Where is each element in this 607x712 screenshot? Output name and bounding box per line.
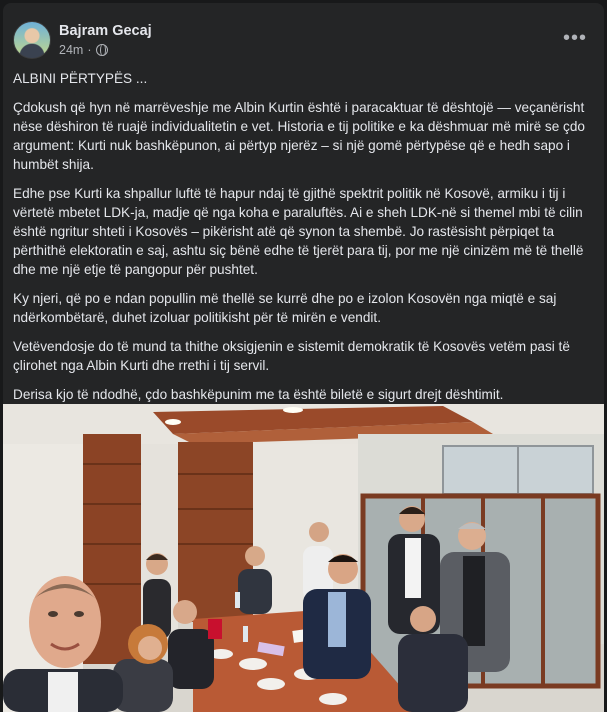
author-name[interactable]: Bajram Gecaj <box>59 23 152 39</box>
post-paragraph: Derisa kjo të ndodhë, çdo bashkëpunim me ta është biletë e sigurt drejt dështimit. <box>13 387 504 402</box>
author-avatar[interactable] <box>13 21 51 59</box>
meeting-group-photo <box>3 404 604 712</box>
post-time[interactable]: 24m <box>59 43 84 57</box>
post-meta: 24m · <box>59 43 108 57</box>
post-paragraph: Edhe pse Kurti ka shpallur luftë të hapur ndaj të gjithë spektrit politik në Kosovë, armiku i tij i vërtetë mbetet LDK-ja, madje që nga koha e paraluftës. Ai e sheh LDK-në si themel mbi të cilin është ngritur shteti i Kosovës – pikërisht atë që synon ta shembë. Jo rastësisht përpiqet ta përthithë elektoratin e saj, ashtu siç bënë edhe të tjerët para tij, por me një cinizëm më të thellë dhe me një etje të pangopur për pushtet. <box>13 186 584 277</box>
post-title: ALBINI PËRTYPËS ... <box>13 71 148 86</box>
post-header <box>13 21 593 63</box>
post-photo[interactable] <box>3 404 604 712</box>
post-card <box>3 3 604 712</box>
post-paragraph: Vetëvendosje do të mund ta thithe oksigjenin e sistemit demokratik të Kosovës vetëm pasi të çlirohet nga Albin Kurti dhe rrethi i tij servil. <box>13 339 570 373</box>
more-options-icon[interactable]: ••• <box>562 27 587 49</box>
post-paragraph: Çdokush që hyn në marrëveshje me Albin Kurtin është i paracaktuar të dështojë — veçanërisht nëse dëshiron të ruajë individualitetin e vet. Historia e tij politike e ka dëshmuar më mirë se çdo argument: Kurti nuk bashkëpunon, ai përtyp njerëz – si një gomë përtypëse që e hedh sapo i humbët shija. <box>13 100 585 172</box>
post-paragraph: Ky njeri, që po e ndan popullin më thellë se kurrë dhe po e izolon Kosovën nga miqtë e saj ndërkombëtarë, duhet izoluar politikisht për të mirën e vendit. <box>13 291 557 325</box>
post-text <box>13 69 595 443</box>
globe-icon[interactable] <box>96 44 108 56</box>
